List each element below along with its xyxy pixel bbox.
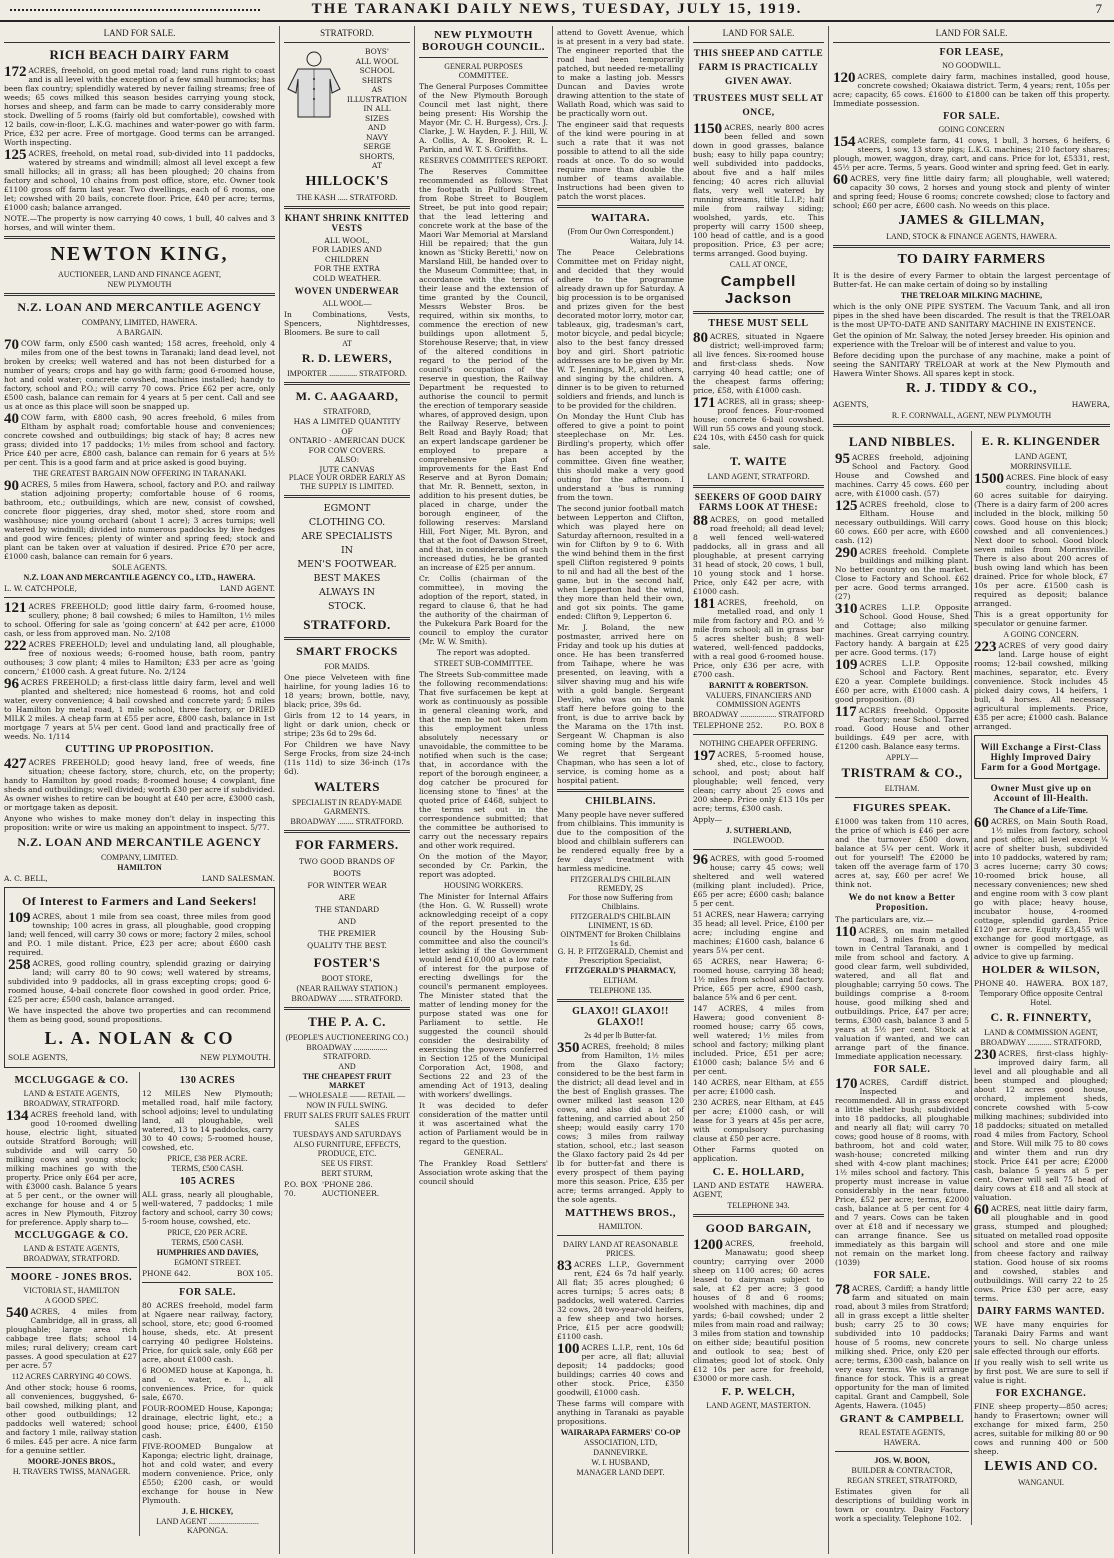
grant-place: HAWERA.: [883, 1438, 921, 1447]
council-sub: GENERAL PURPOSES COMMITTEE.: [444, 62, 523, 80]
listing: 1200 ACRES, freehold, Manawatu; good sheep country; carrying over 2000 sheep on 1100 acres; 60 acres leased to dairyman subject to sale, at £2 per acre; 3 good houses of 8 and 6 rooms; woolshed with machines, dip and yards; 6-bail cowshed; under 2 miles from main road and railway; 3 miles from station and township on either side; beautiful position and outlook to sea; best of climates; good lot of stock. Only £12 10s per acre for freehold, £3000 or more cash.: [693, 1237, 824, 1383]
mccluggage-place: BROADWAY, STRATFORD.: [23, 1099, 120, 1108]
nz-loan-title-2: N.Z. LOAN AND MERCANTILE AGENCY CO., LTD., HAWERA.: [23, 573, 256, 582]
acres-130-title: 130 ACRES: [179, 1075, 236, 1086]
signature: A. C. BELL, LAND SALESMAN.: [4, 874, 275, 883]
column-6: [829, 26, 1114, 1554]
masthead: [0, 0, 1114, 22]
listing: 90 ACRES, 5 miles from Hawera, school, factory and P.O. and railway station adjoining property; comfortable house of 6 rooms, bathroom, etc.; outbuildings, which are new, consist of cowshed, concrete floor piggeries, dray shed, motor shed, store room and washhouse; nice young orchard (about 1 acre); 3 acres turnips; well watered by windmill; divided into numerous paddocks by live hedges and good wire fences; plenty of winter and spring feed; stock and plant can be taken over at valuation if desired. Price £70 per acre, £1000 cash, balance can remain for 6 years.: [4, 478, 275, 561]
newton-king-sub: AUCTIONEER, LAND AND FINANCE AGENT,: [58, 270, 221, 279]
chilblains-title: CHILBLAINS.: [585, 796, 656, 807]
for-exchange: FOR EXCHANGE.: [995, 1388, 1087, 1399]
article-paragraph: The second junior football match between Lepperton and Clifton, which was played here on Saturday afternoon, resulted in a win for Clifton by 9 to 6. With the wind behind them in the first spell Clifton registered 9 points to nil and had all the best of the game, but in the second half, when Lepperton had the wind, they more than held their own, and got six points. The game ended: Clifton 9, Lepperton 6.: [557, 504, 684, 621]
hillock-name: HILLOCK'S: [305, 173, 389, 189]
for-lease: FOR LEASE,: [939, 47, 1004, 58]
these-must-sell: THESE MUST SELL: [708, 318, 809, 329]
campbell-jackson: Campbell Jackson: [720, 273, 797, 307]
moore-jones-manager: H. TRAVERS TWISS, MANAGER.: [12, 1467, 131, 1476]
frocks-text: Girls from 12 to 14 years, in light or dark union, check or stripe; 23s 6d to 29s 6d.: [284, 711, 410, 738]
egmont-place: STRATFORD.: [303, 617, 391, 632]
waitara-date: Waitara, July 14.: [629, 237, 684, 246]
glaxo-sub: 2s 4d per lb Butter-fat.: [584, 1031, 657, 1040]
land-nibbles: LAND NIBBLES.: [848, 434, 956, 449]
treloar-text: which is the only ONE PIPE SYSTEM. The Vacuum Tank, and all iron pipes in the shed have been discarded. The result is that the TRELOAR is the most UP-TO-DATE AND SANITARY MACHINE IN EXISTENCE.: [833, 302, 1110, 329]
pac-wholesale: — WHOLESALE —— RETAIL —: [288, 1091, 406, 1100]
egmont-lines: EGMONT CLOTHING CO. ARE SPECIALISTS IN MEN'S FOOTWEAR. BEST MAKES ALWAYS IN STOCK.: [297, 503, 397, 612]
nz-loan-bargain: A BARGAIN.: [116, 328, 163, 337]
fitz-tel: TELEPHONE 135.: [589, 986, 652, 995]
frocks-text: For Children we have Navy Serge Frocks, from size 24-inch (11s 11d) to size 36-inch (17s 6d).: [284, 740, 410, 776]
col2-header: STRATFORD.: [320, 28, 374, 38]
wu-text: In Combinations, Vests, Spencers, Nightdresses, Bloomers. Be sure to call: [284, 310, 410, 337]
mccluggage-sub: LAND & ESTATE AGENTS,: [23, 1089, 120, 1098]
fitz-line: FITZGERALD'S CHILBLAIN LINIMENT, 1S 6D.: [570, 912, 671, 930]
listing: 223 ACRES of very good dairy land. Large house of eight rooms; 12-bail cowshed, milking machines, separator, etc. Every convenience. Stock includes 45 picked dairy cows, 14 heifers, 1 bull, 4 horses. All necessary agricultural implements. Price, £35 per acre; £1000 cash. Balance arranged.: [974, 639, 1108, 731]
pac-also: ALSO FURNITURE, EFFECTS, PRODUCE, ETC.: [293, 1140, 401, 1158]
chilblains-text: Many people have never suffered from chilblains. This immunity is due to the composition of the blood and chilblain sufferers can be rendered equally free by a few days' treatment with harmless medicine.: [557, 810, 684, 873]
listing-note: These farms will compare with anything in Taranaki as payable propositions.: [557, 1399, 684, 1426]
walters-name: WALTERS: [314, 779, 380, 794]
seekers-title: SEEKERS OF GOOD DAIRY FARMS LOOK AT THESE:: [694, 492, 823, 512]
exchange-box: [974, 735, 1108, 779]
humphries-street: EGMONT STREET.: [174, 1258, 241, 1267]
listing: 80 ACRES, situated in Ngaere district; well-improved farm; all live fences. Six-roomed house and first-class sheds. Now carrying 40 head cattle; one of the cheapest farms offering; price, £58, with £1000 cash.: [693, 330, 824, 395]
apply: APPLY—: [885, 753, 919, 762]
nothing-cheaper: NOTHING CHEAPER OFFERING.: [699, 739, 818, 748]
trustees-title: TRUSTEES MUST SELL AT ONCE,: [693, 94, 824, 118]
price: PRICE, £38 PER ACRE.: [167, 1154, 248, 1163]
listing: 83 ACRES L.I.P., Government rent, £24 6s 7d half yearly. All flat; 35 acres ploughed; 6 acres turnips; 5 acres oats; 8 paddocks, well watered. Carries 32 cows, 28 two-year-old heifers, a few sheep and two horses. Price, £15 per acre goodwill; £1100 cash.: [557, 1258, 684, 1341]
article-paragraph: Mr. J. Boland, the new postmaster, arrived here on Friday and took up his duties at once. He has been transferred from Taihape, where he was presented, on leaving, with a silver shaving mug and his wife with a gold bangle. Sergeant Devlin, who was on the bank staff here before going to the front, is due to arrive back by the Marama on the 17th inst. Sergeant W. Chapman is also coming home by the Marama. We regret that Sergeant Chapman, who has seen a lot of service, is coming home as a hospital patient.: [557, 623, 684, 785]
col6-header: LAND FOR SALE.: [935, 28, 1008, 38]
pac-market: THE CHEAPEST FRUIT MARKET: [302, 1072, 392, 1090]
lewers-name: R. D. LEWERS,: [301, 351, 393, 365]
newton-king-name: NEWTON KING,: [50, 243, 229, 265]
listing: 80 ACRES freehold, model farm at Ngaere near railway, factory, school, store, etc; good 6-roomed house, sheds, etc. At present carrying 40 pedigree Holsteins. Price, for quick sale, only £68 per acre, about £1000 cash.: [142, 1301, 273, 1364]
listing-note: This is a great opportunity for speculator or genuine farmer.: [974, 610, 1108, 628]
article-paragraph: The Frankley Road Settlers' Association wrote asking that the council should: [419, 1159, 548, 1186]
boon-role: BUILDER & CONTRACTOR,: [851, 1466, 953, 1475]
aagaard-note: PLACE YOUR ORDER EARLY AS THE SUPPLY IS LIMITED.: [288, 474, 406, 491]
pac-sub: (PEOPLE'S AUCTIONEERING CO.): [285, 1033, 409, 1042]
listing: 120 ACRES, complete dairy farm, machines installed, good house, concrete cowshed; Okaiawa district. Term, 4 years; rent, 105s per acre; capacity, 65 cows. £1600 to £1800 can be taken off this property. Immediate possession.: [833, 70, 1110, 108]
price: PRICE, £20 PER ACRE.: [167, 1228, 248, 1237]
klingender-name: E. R. KLINGENDER: [981, 434, 1101, 448]
acres-105-title: 105 ACRES: [179, 1176, 236, 1187]
listing: 40 COW farm, with £800 cash, 90 acres freehold, 6 miles from Eltham by asphalt road; comfortable house and conveniences; concrete cowshed and outbuildings; big stack of hay; 8 acres new grass; divided into 17 paddocks; 1½ miles from school and factory. Price £40 per acre, £800 cash, balance can remain for 6 years at 5½ per cent. This is a good farm and at price asked is good buying.: [4, 411, 275, 467]
listing: 540 ACRES, 4 miles from Cambridge, all in grass, all ploughable; large area rich cabbage tree flats; school 14 miles; rural delivery; cream cart passes. A good speculation at £27 per acre. 57: [6, 1305, 137, 1370]
column-1: [0, 26, 280, 1554]
hillock-sub: THE KASH ..... STRATFORD.: [296, 192, 398, 202]
wairarapa-sig: W. I. HUSBAND,: [591, 1458, 650, 1467]
waite-role: LAND AGENT, STRATFORD.: [707, 472, 810, 481]
moore-jones-sig: MOORE-JONES BROS.,: [27, 1457, 116, 1466]
listing-note: Anyone who wishes to make money don't delay in inspecting this proposition: write or wire us making an appointment to inspect. 5/77.: [4, 814, 275, 832]
listing: FIVE-ROOMED Bungalow at Kaponga; electric light, drainage, hot and cold water, and every modern convenience. Price, only £550; £200 cash, or would exchange for house in New Plymouth.: [142, 1442, 273, 1505]
james-gillman: JAMES & GILLMAN,: [898, 213, 1045, 228]
column-2: [280, 26, 415, 1554]
no-goodwill: NO GOODWILL.: [942, 61, 1001, 70]
for-sale: FOR SALE.: [943, 111, 1000, 122]
smart-frocks-title: SMART FROCKS: [296, 644, 398, 658]
tristram-name: TRISTRAM & CO.,: [841, 765, 963, 780]
nz-loan-sub: COMPANY, LIMITED, HAWERA.: [81, 318, 198, 327]
boys-shirts-text: BOYS' ALL WOOL SCHOOL SHIRTS AS ILLUSTRATION IN ALL SIZES AND NAVY SERGE SHORTS, AT: [346, 47, 408, 170]
listing: 170 ACRES, Cardiff district. Inspected and recommended. All in grass except a little shelter bush; subdivided into 18 paddocks, all ploughable and nearly all flat; will carry 70 cows; good house of 8 rooms, with bathroom, hot and cold water, wash-house; concreted milking shed with 4-cow plant machines; 1½ miles school and factory. This property must increase in value considerably in the near future. Price, £52 per acre; terms, £2000 cash, balance at 5 per cent for 4 and 7 years. Cows can be taken over at £18 and if necessary we can arrange finance. See us immediately as this bargain will not remain on the market long. (1039): [835, 1076, 969, 1267]
matthews-name: MATTHEWS BROS.,: [565, 1207, 676, 1219]
fitz-place: ELTHAM.: [603, 976, 638, 985]
article-paragraph: The Minister for Internal Affairs (the Hon. G. W. Russell) wrote acknowledging receipt of a copy of the report presented to the council by the Housing Sub-committee and also the council's letter asking if the Government would lend £10,000 at a low rate of interest for the purpose of erecting dwellings for the council's permanent employees. The Minister stated that the matter of lending money for the purpose stated was one for Parliament to settle. He suggested the council should consider the desirability of exercising the powers conferred in Section 125 of the Municipal Corporation Act, 1908, and Sections 22 and 23 of the amending Act of 1913, dealing with workers' dwellings.: [419, 892, 548, 1099]
nolan-name: L. A. NOLAN & CO: [44, 1028, 235, 1048]
figures-text: £1000 was taken from 110 acres, the price of which is £46 per acre and the turnover £500 down, balance at 5¼ per cent. Work it out for yourself! The £2000 be taken off the average farm of 170 acres at, say, £60 per acre! We think not.: [835, 817, 969, 889]
nz-loan-great: THE GREATEST BARGAIN NOW OFFERING IN TARANAKI.: [32, 469, 247, 478]
listing: 125 ACRES, freehold, on metal road, sub-divided into 11 paddocks, watered by streams and windmill; almost all level except a few small hillocks; all in grass; all has been ploughed; 20 chains from factory and school, 10 chains from post office, store, etc. Owner took £1100 gross off farm last year. Two dwellings, each of 6 rooms, one let; cowshed with 20 bails, concrete floor. Price, £40 per acre; terms, £1000 cash; balance arranged.: [4, 147, 275, 212]
listing: 88 ACRES, on good metalled road freehold; all dead level; 8 well fenced well-watered paddocks, all in grass and all ploughable, at present carrying 31 head of stock, 20 cows, 1 bull, 10 young stock and 1 horse. Price, only £42 per acre, with £1000 cash.: [693, 513, 824, 596]
listing: 95 ACRES freehold, adjoining School and Factory. Good House and Cowshed and machines. Carry 45 cows. £60 per acre, with £1000 cash. (57): [835, 451, 969, 498]
listing: 6 ROOMED house at Kaponga, h. and c. water, e. l., all conveniences. Price, for quick sale, £670.: [142, 1366, 273, 1402]
klingender-place: MORRINSVILLE.: [1010, 462, 1072, 471]
col5-header: LAND FOR SALE.: [722, 28, 795, 38]
listing: 350 ACRES, freehold; 8 miles from Hamilton, 1½ miles from the Glaxo factory; considered to be the best farm in the district; all dead level and in the best of English grasses. The owner milked last season 120 cows, and also did a lot of fattening, and carried about 250 sheep; would easily carry 170 cows; 3 miles from railway station, school, etc.; last season the Glaxo factory paid 2s 4d per lb for butter-fat and there is every prospect of them paying more this season. Price, £35 per acre; terms arranged. Apply to the sole agents.: [557, 1040, 684, 1204]
signature: AGENTS, HAWERA,: [833, 400, 1110, 409]
for-sale: FOR SALE.: [873, 1064, 931, 1075]
humphries-davies: HUMPHRIES AND DAVIES,: [156, 1248, 259, 1257]
article-paragraph: Cr. Collis (chairman of the committee), in moving the adoption of the report, stated, in regard to clause 6, that he had the authority of the chairman of the Pukekura Park Board for the council to employ the curator (Mr. W. W. Smith).: [419, 574, 548, 646]
page-number: 7: [1095, 1, 1104, 16]
listing: 140 ACRES, near Eltham, at £55 per acre; £1000 cash.: [693, 1078, 824, 1096]
tiddy-sub: R. F. CORNWALL, AGENT, NEW PLYMOUTH: [891, 411, 1052, 420]
chance-lifetime: The Chance of a Life-Time.: [994, 806, 1088, 815]
barnitt-place: BROADWAY .................. STRATFORD: [693, 710, 824, 719]
boon-name: JOS. W. BOON,: [874, 1456, 930, 1465]
col1-header: LAND FOR SALE.: [103, 28, 176, 38]
tiddy-name: R. J. TIDDY & CO.,: [905, 381, 1038, 396]
listing: 1150 ACRES, nearly 800 acres been felled and sown down in good grasses, balance bush; easy to hilly papa country; well subdivided into paddocks, about five and a half miles fencing; 40 acres rich alluvial flats, very well watered by running streams, title L.I.P.; half mile from railway siding; woolshed, yards, etc. This property will carry 1500 sheep, 100 head of cattle, and is a good proposition. Price, £3 per acre; terms arranged. Good buying.: [693, 121, 824, 258]
col1-subcolumns: [4, 1072, 275, 1536]
holder-office: Temporary Office opposite Central Hotel.: [979, 990, 1103, 1007]
listing: 290 ACRES freehold. Complete buildings and milking plant. No better country on the market. Close to Factory and School. £62 per acre. Good terms arranged. (27): [835, 545, 969, 601]
treloar-text: It is the desire of every Farmer to obtain the largest percentage of Butter-fat. He can make certain of doing so by installing: [833, 271, 1110, 289]
matthews-place: HAMILTON.: [598, 1222, 643, 1231]
article-paragraph: The Streets Sub-committee made the following recommendations: That five surfacemen be kept at work as continuously as possible in general cleaning work, and that the men be not taken from this employment unless absolutely necessary or unavoidable, the committee to be notified when such is the case; that, in accordance with the report of the borough engineer, a dog catcher be procured for licensing stone to 'fines' at the quoted price of £468, subject to the terms set out in the correspondence submitted; that the committee be authorised to carry out the necessary repairs and other work required.: [419, 670, 548, 850]
signature: PHONE 642. BOX 105.: [142, 1269, 273, 1278]
grant-role: REAL ESTATE AGENTS,: [859, 1428, 945, 1437]
listing: 125 ACRES freehold, close to Eltham. House and necessary outbuildings. Will carry 60 cows. £60 per acre, with £600 cash. (12): [835, 498, 969, 545]
article-paragraph: The General Purposes Committee of the New Plymouth Borough Council met last night, there being present: His Worship the Mayor (Mr. C. H. Burgess), Crs. J. Clarke, J. W. Hayden, F. J. Hill, W. A. Collis, A. K. Brooker, R. L. Parkin, and W. T. S. Griffiths.: [419, 82, 548, 154]
treloar-text: Get the opinion of Mr. Salway, the noted Jersey breeder. His opinion and experience with the Treloar will be of interest and value to you.: [833, 331, 1110, 349]
waitara-title: WAITARA.: [590, 212, 651, 224]
aagaard-place: STRATFORD,: [323, 407, 371, 416]
fitz-line: OINTMENT for Broken Chilblains 1s 6d.: [560, 931, 681, 948]
lewis-place: WANGANUI.: [1018, 1478, 1064, 1487]
listing: 109 ACRES, about 1 mile from sea coast, three miles from good township; 100 acres in grass, all ploughable, good cropping land; well fenced, will carry 30 cows or more; factory 2 miles, school and P.O. 1 mile distant. Price, £23 per acre; about £600 cash required.: [8, 910, 271, 957]
moore-jones-title: MOORE - JONES BROS.: [10, 1272, 133, 1283]
pac-sig: BERT STURM,: [321, 1169, 373, 1178]
dairy-farms-wanted: DAIRY FARMS WANTED.: [977, 1306, 1105, 1317]
figures-speak: FIGURES SPEAK.: [852, 802, 952, 814]
ksk-lines: ALL WOOL, FOR LADIES AND CHILDREN FOR THE EXTRA COLD WEATHER.: [312, 235, 382, 283]
hickey-name: J. E. HICKEY,: [181, 1507, 234, 1516]
signature: L. W. CATCHPOLE, LAND AGENT.: [4, 584, 275, 593]
for-farmers-title: FOR FARMERS.: [295, 837, 399, 852]
listing: 65 ACRES, near Hawera; 6-roomed house, carrying 38 head; 1½ miles from school and factory. Price, £65 per acre, £900 cash, balance 5¾ and 6 per cent.: [693, 957, 824, 1002]
dairy-land-title: DAIRY LAND AT REASONABLE PRICES.: [563, 1240, 678, 1258]
listing: 96 ACRES, with good 5-roomed house; carry 45 cows; well sheltered and well watered (milking plant included). Price, £65 per acre; £600 cash; balance 5 per cent.: [693, 852, 824, 908]
fosters-sub: BOOT STORE,: [321, 974, 373, 983]
pac-and: AND: [338, 1062, 356, 1071]
column-5: [689, 26, 829, 1554]
barnitt-sub: VALUERS, FINANCIERS AND COMMISSION AGENTS: [705, 691, 812, 709]
listing: 230 ACRES, first-class highly-improved dairy farm, all level and all ploughable and all been stumped and ploughed; about 12 acres good house, orchard, implement sheds, concrete cowshed with 5-cow milking machines; subdivided into 18 paddocks; situated on metalled road 4 miles from Factory, School and Store. Will milk 75 to 80 cows and winter them and run dry stock. Price £41 per acre; £2000 cash, balance 5 years at 5 per cent. Owner will sell 75 head of dairy cows at £18 and all stock at valuation.: [974, 1047, 1108, 1202]
moore-jones-112: 112 ACRES CARRYING 40 COWS.: [11, 1372, 132, 1381]
rich-beach-title: RICH BEACH DAIRY FARM: [49, 47, 230, 62]
barnitt-name: BARNITT & ROBERTSON.: [709, 681, 808, 690]
council-title: NEW PLYMOUTH BOROUGH COUNCIL.: [422, 29, 545, 53]
wairarapa-sub: ASSOCIATION, LTD,: [583, 1438, 658, 1447]
mccluggage-sub-2: LAND & ESTATE AGENTS,: [23, 1244, 120, 1253]
welch-name: F. P. WELCH,: [721, 1386, 796, 1398]
wu-title: WOVEN UNDERWEAR: [294, 286, 400, 296]
walters-place: BROADWAY ........ STRATFORD.: [290, 817, 404, 826]
listing: 110 ACRES, on main metalled road, 3 miles from a good town in Central Taranaki, and 1 mile from school and factory. A good clear farm, well subdivided, watered, and all flat and ploughable; carrying 50 cows. The buildings comprise a 8-room house, good milking shed and outbuildings. Price, £47 per acre; terms, £300 cash, balance 3 and 5 years at 5½ per cent. Stock at valuation if wanted, and we can arrange part of the finance. Immediate application necessary.: [835, 924, 969, 1061]
holder-wilson: HOLDER & WILSON,: [981, 964, 1101, 976]
pac-see: SEE US FIRST.: [321, 1159, 373, 1168]
council-subhead: HOUSING WORKERS.: [444, 881, 523, 890]
klingender-role: LAND AGENT,: [1014, 452, 1068, 461]
treloar-machine: THE TRELOAR MILKING MACHINE,: [900, 291, 1043, 300]
pac-days: TUESDAYS AND SATURDAYS: [292, 1130, 402, 1139]
fosters-place: (NEAR RAILWAY STATION.): [296, 984, 398, 993]
listing: 12 MILES New Plymouth; metalled road, half mile factory, school adjoins; level to undulating land, all ploughable, well watered, 13 to 14 paddocks, carry 30 to 40 cows; 5-roomed house, cowshed, etc.: [142, 1089, 273, 1152]
finnerty-place: BROADWAY ............ STRATFORD,: [980, 1038, 1102, 1047]
interest-title: Of Interest to Farmers and Land Seekers!: [21, 894, 258, 908]
walters-sub: SPECIALIST IN READY-MADE GARMENTS.: [292, 798, 402, 816]
council-subhead: RESERVES COMMITTEE'S REPORT.: [419, 156, 548, 165]
signature: P.O. BOX 70. 'PHONE 286. AUCTIONEER.: [284, 1180, 380, 1198]
moore-jones-spec: A GOOD SPEC.: [44, 1296, 99, 1305]
nz-loan-title: N.Z. LOAN AND MERCANTILE AGENCY: [17, 300, 262, 314]
james-gillman-sub: LAND, STOCK & FINANCE AGENTS, HAWERA.: [886, 232, 1057, 241]
pac-title: THE P. A. C.: [308, 1014, 386, 1029]
newton-king-place: NEW PLYMOUTH: [107, 280, 172, 289]
article-paragraph: On Monday the Hunt Club has offered to give a point to point steeplechase on Mr. Les. Birdling's property, which offer has been accepted by the committee. Given fine weather, this should make a very good outing for the afternoon. I understand a 'bus is running from the town.: [557, 412, 684, 502]
article-paragraph: The Peace Celebrations Committee met on Friday night, and decided that they would adhere to the programme already drawn up for Saturday. A big procession is to be organised and prizes given for the best decorated motor lorry, motor car, tableaux, gig, tradesman's cart, motor bicycle, and pedal bicycle; also to the best fancy dressed boy and girl. Short patriotic addresses are to be given by Mr. W. T. Jennings, M.P., and others, and singing by the children. A dinner is to be given to returned soldiers and friends, and lunch is to be provided for the children.: [557, 248, 684, 410]
listing: 60 ACRES, neat little dairy farm, all ploughable and in good grass, stumped and ploughed; situated on metalled road opposite school and store and one mile from cheese factory and railway station. Good house of six rooms and cowshed, stables and outbuildings. Will carry 22 to 25 cows. Price £30 per acre, easy terms.: [974, 1202, 1108, 1303]
listing-note: Other Farms quoted on application.: [693, 1145, 824, 1163]
listing: 181 ACRES, freehold, on metalled road, and only 1 mile from factory and P.O. and ½ mile from school; all in grass bar 5 acres shelter bush; 8 well-watered, well-fenced paddocks, with a real good 6-roomed house. Price, only £36 per acre, with £700 cash.: [693, 596, 824, 679]
wairarapa-name: WAIRARAPA FARMERS' CO-OP: [560, 1428, 681, 1437]
article-paragraph: The report was adopted.: [436, 648, 531, 657]
mccluggage-title: MCCLUGGAGE & CO.: [14, 1075, 129, 1086]
column-4: [553, 26, 689, 1554]
cutting-title: CUTTING UP PROPOSITION.: [65, 744, 214, 755]
listing: 70 COW farm, only £500 cash wanted; 158 acres, freehold, only 4 miles from one of the best towns in Taranaki; land dead level, not broken by creeks; well watered and has not been disturbed for a number of years; crops and hay go with farm; good 6-roomed house, hot and cold water; concrete cowshed, machines installed; handy to factory, school and P.O.; will carry 70 cows. Price £62 per acre, only £500 cash, balance can remain for 4 years at 5 per cent. Call and see us at once as this place will soon be snapped up.: [4, 337, 275, 411]
signature: TELEPHONE 252. P.O. BOX 8: [693, 721, 824, 730]
column-3: [415, 26, 553, 1554]
article-paragraph: It was decided to defer consideration of the matter until it was ascertained what the action of Parliament would be in regard to the question.: [419, 1101, 548, 1146]
listing: 60 ACRES, very fine little dairy farm; all ploughable, well watered; capacity 30 cows, 2 horses and young stock and plenty of winter and spring feed; House 6 rooms; concrete cowshed; close to factory and school; £60 per acre, £600 cash. No weeds on this place.: [833, 172, 1110, 210]
boon-place: REGAN STREET, STRATFORD,: [846, 1476, 958, 1485]
listing: 134 ACRES freehold land, with good 10-roomed dwelling house, electric light, situated outside Stratford Borough; will subdivide and will carry 50 milking cows and young stock; milking machines go with the property. Price only £64 per acre, with £3000 cash. Balance 5 years at 5 per cent., or the owner will exchange for house and 4 or 5 acres in New Plymouth, Fitzroy for preference. Apply sharp to—: [6, 1108, 137, 1227]
hollard-name: C. E. HOLLARD,: [712, 1166, 805, 1178]
apply: Apply—: [693, 815, 723, 824]
masthead-title: THE TARANAKI DAILY NEWS, TUESDAY, JULY 15, 1919.: [311, 1, 803, 17]
council-subhead: GENERAL.: [463, 1148, 504, 1157]
call-at-once: CALL AT ONCE,: [729, 260, 788, 269]
boon-text: Estimates given for all descriptions of building work in town or country. Dairy Factory work a speciality. Telephone 102.: [835, 1487, 969, 1523]
glaxo-title: GLAXO!! GLAXO!! GLAXO!!: [572, 1006, 669, 1028]
listing: And other stock; house 6 rooms, all conveniences, buggyshed, 6-bail cowshed, milking plant, and other good outbuildings; 12 paddocks well watered; school and factory 1 mile, railway station 6 miles. £45 per acre. A nice farm for a genuine settler.: [6, 1383, 137, 1455]
better-proposition: We do not know a Better Proposition.: [848, 892, 956, 912]
listing: 1500 ACRES. Fine block of easy country, including about 60 acres suitable for dairying. (There is a dairy farm of 200 acres included in the block, milking 50 cows. Good house on this block; cowshed and all conveniences.) Next door to school. Good block seven miles from Morrinsville. There is also about 200 acres of bush owing land which has been drained. Price for whole block, £7 10s per acre. £1500 cash is required as deposit; balance arranged.: [974, 471, 1108, 608]
wanted-text: WE have many enquiries for Taranaki Dairy Farms and want yours to sell. No charge unless sale effected through our efforts.: [974, 1320, 1108, 1356]
wairarapa-place: DANNEVIRKE.: [593, 1448, 648, 1457]
listing: 222 ACRES FREEHOLD; level and undulating land, all ploughable, free of noxious weeds; 6-roomed house, bath room, pantry outhouses; 3 cow plant; 4 miles to Hamilton; £33 per acre as 'going concern,' £1000 cash. A great future. No. 2/124: [4, 638, 275, 676]
article-paragraph: The engineer said that requests of the kind were pouring in at such a rate that it was not possible to attend to all the side roads at once. To do so would require more than double the number of teams available. Instructions had been given to patch the worst places.: [557, 120, 684, 201]
nz-loan-place-3: HAMILTON: [117, 863, 162, 872]
particulars: The particulars are, viz.—: [835, 915, 934, 924]
pac-place: BROADWAY ................. STRATFORD.: [306, 1043, 388, 1061]
hollard-tel: TELEPHONE 343.: [727, 1201, 790, 1210]
sheep-farm-title: THIS SHEEP AND CATTLE FARM IS PRACTICALLY GIVEN AWAY.: [693, 49, 824, 87]
listing: ALL grass, nearly all ploughable, well-watered, 7 paddocks; 1 mile factory and school, carry 30 cows; 5-room house, cowshed, etc.: [142, 1190, 273, 1226]
nz-loan-sub-3: COMPANY, LIMITED.: [100, 853, 179, 862]
listing: 78 ACRES, Cardiff; a handy little farm and situated on main road, about 3 miles from Stratford; all in grass except a little shelter bush; carry 25 to 30 cows; subdivided into 10 paddocks; house of 5 rooms, new concrete milking shed. Price, only £20 per acre; terms, £300 cash, balance on very easy terms. We will arrange finance for stock. This is a great opportunity for the man of limited capital. Grant and Campbell, Sole Agents, Hawera. (1045): [835, 1282, 969, 1410]
col6-subcolumns: [833, 431, 1110, 1525]
listing: 230 ACRES, near Eltham, at £45 per acre; £1000 cash, or will lease for 3 years at 45s per acre, with compulsory purchasing clause at £50 per acre.: [693, 1098, 824, 1143]
finnerty-name: C. R. FINNERTY,: [990, 1010, 1092, 1024]
fosters-tail: BROADWAY ....... STRATFORD.: [291, 994, 403, 1003]
listing: 121 ACRES FREEHOLD; good little dairy farm, 6-roomed house, scullery, phone; 8 bail cowshed; 6 miles to Hamilton, 1½ miles to school. Offering for sale as 'going concern' at £42 per acre, £1000 cash, or less from approved man. No. 2/108: [4, 600, 275, 638]
signature: LAND AND ESTATE AGENT, HAWERA.: [693, 1181, 824, 1199]
council-subhead: STREET SUB-COMMITTEE.: [434, 659, 533, 668]
dairy-farmers-title: TO DAIRY FARMERS: [897, 252, 1046, 267]
listing: 147 ACRES, 4 miles from Hawera; good convenient 8-roomed house; carry 65 cows, well watered; 1½ miles from school and factory; milking plant included. Price, £51 per acre; £1000 cash; balance 5½ and 6 per cent.: [693, 1004, 824, 1076]
listing: 100 ACRES L.I.P., rent, 10s 6d per acre, all flat; alluvial deposit; 14 paddocks; good buildings; carries 40 cows and other stock. Price, £350 goodwill, £1000 cash.: [557, 1341, 684, 1397]
wairarapa-role: MANAGER LAND DEPT.: [576, 1468, 665, 1477]
fitz-line: For those now Suffering from Chilblains.: [568, 894, 673, 911]
fitz-line: G. H. P. FITZGERALD, Chemist and Prescription Specialist,: [557, 948, 684, 965]
mccluggage-title-2: MCCLUGGAGE & CO.: [14, 1230, 129, 1241]
listing: 310 ACRES L.I.P. Opposite School. Good House, Shed and Cottage; also milking machines. Great carrying country. Factory handy. A bargain at £25 per acre. Good terms. (17): [835, 601, 969, 657]
listing: 172 ACRES, freehold, on good metal road; land runs right to coast and is all level with the exception of a few small hummocks; has been flax country; splendidly watered by never failing streams; free of weeds; 65 cows milked this season besides carrying young stock, horses and sheep, and farm can be made to carry considerably more stock. Dwelling of 5 rooms (fairly old but comfortable), cowshed with 12 bails, cow-in-floor, L.K.G. machines and water-power go with farm. Price, £32 per acre. Free of mortgage. Good terms can be arranged. Worth inspecting.: [4, 64, 275, 147]
wu-sub: ALL WOOL—: [322, 299, 372, 308]
frocks-text: One piece Velveteen with fine hairline, for young ladies 16 to 18 years; brown, bottle, navy, black; price, 39s 6d.: [284, 673, 410, 709]
boys-shirts-ad: [284, 47, 410, 171]
wu-at: AT: [342, 339, 352, 348]
wanted-text: If you really wish to sell write us by first post. We are sure to sell if value is right.: [974, 1358, 1108, 1385]
fitz-pharmacy: FITZGERALD'S PHARMACY,: [565, 966, 676, 975]
smart-frocks-sub: FOR MAIDS.: [324, 662, 370, 671]
listing: 51 ACRES, near Hawera; carrying 35 head; all level. Price, £100 per acre; including engine and machines; £1600 cash, balance 6 years 5¼ per cent.: [693, 910, 824, 955]
article-paragraph: attend to Govett Avenue, which is at present in a very bad state. The engineer reported that the road had been temporarily patched, but needed re-metalling to make a lasting job. Messrs Duncan and Davies wrote drawing attention to the state of Wallath Road, which was said to be practically worn out.: [557, 28, 684, 118]
listing: 171 ACRES, all in grass; sheep-proof fences. Four-roomed house; concrete 6-bail cowshed. Will run 55 cows and young stock. £24 10s, with £450 cash for quick sale.: [693, 395, 824, 451]
for-farmers-lines: TWO GOOD BRANDS OF BOOTS FOR WINTER WEAR ARE THE STANDARD AND THE PREMIER QUALITY THE BEST.: [299, 857, 395, 950]
good-bargain: GOOD BARGAIN,: [705, 1221, 812, 1235]
listing: 427 ACRES FREEHOLD; good heavy land, free of weeds, fine situation; cheese factory, store, church, etc, on the property; handy to Hamilton by good roads; 8-roomed house; 4 cowplant, fine sheds and outbuildings; well divided; worth £30 per acre if subdivided. As owner wishes to retire can be bought at £40 per acre, £3000 cash, or mortgage taken as deposit.: [4, 756, 275, 812]
terms: TERMS, £500 CASH.: [171, 1164, 244, 1173]
finnerty-role: LAND & COMMISSION AGENT,: [984, 1028, 1098, 1037]
shirt-illustration: [284, 49, 344, 119]
tristram-place: ELTHAM.: [884, 784, 920, 793]
lewis-name: LEWIS AND CO.: [984, 1459, 1098, 1474]
lewers-sub: IMPORTER .............. STRATFORD.: [287, 369, 407, 378]
exchange-text: FINE sheep property—850 acres; handy to Frasertown; owner will exchange for mixed farm, 250 acres, suitable for milking 80 or 90 cows and running 400 or 500 sheep.: [974, 1402, 1108, 1456]
owner-must: Owner Must give up on Account of Ill-Health.: [990, 783, 1092, 803]
pac-now: NOW IN FULL SWING.: [306, 1101, 388, 1110]
sutherland-place: INGLEWOOD.: [733, 836, 784, 845]
aagaard-lines: HAS A LIMITED QUANTITY OF ONTARIO - AMERICAN DUCK FOR COW COVERS. ALSO: JUTE CANVAS: [289, 417, 405, 474]
treloar-text: Before deciding upon the purchase of any machine, make a point of seeing the SANITARY TRELOAR at work at the New Plymouth and Hawera Winter Shows. All spares kept in stock.: [833, 351, 1110, 378]
for-sale: FOR SALE.: [873, 1270, 931, 1281]
listing: FOUR-ROOMED House, Kaponga; drainage, electric light, etc.; a good house; price, £400, £150 cash.: [142, 1404, 273, 1440]
signature: SOLE AGENTS, NEW PLYMOUTH.: [8, 1053, 271, 1062]
ksk-title: KHANT SHRINK KNITTED VESTS: [284, 212, 410, 233]
waitara-sub: (From Our Own Correspondent.): [567, 227, 674, 236]
listing: 60 ACRES, on Main South Road, 1½ miles from factory, school and post office; all level except ¼ acre of shelter bush, subdivided into 10 paddocks, watered by ram; 3 acres lucerne; carry 30 cows; 10-roomed brick house, all necessary conveniences; new shed and engine room with 3 cow plant go with place; heavy house, incubator house, 4-roomed cottage, splendid garden. Price £120 per acre. Equity £3,455 will exchange for good mortgage, as owner is compelled by medical advice to give up farming.: [974, 815, 1108, 961]
listing: 117 ACRES freehold. Opposite Factory; near School. Tarred road. Good House and other buildings. £49 per acre, with £1200 cash. Balance easy terms.: [835, 704, 969, 751]
aagaard-name: M. C. AAGAARD,: [295, 389, 399, 403]
nz-loan-title-3: N.Z. LOAN AND MERCANTILE AGENCY: [17, 835, 262, 849]
signature: PHONE 40. HAWERA. BOX 187,: [974, 979, 1108, 988]
nz-loan-agents: SOLE AGENTS.: [111, 563, 168, 572]
listing: 197 ACRES, 5-roomed house, shed, etc., close to factory, school, and post; about half ploughable; well fenced, very clean; carry about 25 cows and 200 sheep. Price only £13 10s per acre; terms, £300 cash.: [693, 748, 824, 813]
interest-ad: [4, 887, 275, 1068]
will-exchange: Will Exchange a First-Class Highly Improved Dairy Farm for a Good Mortgage.: [980, 742, 1102, 772]
fitz-line: FITZGERALD'S CHILBLAIN REMEDY, 2S: [570, 875, 671, 893]
mccluggage-place-2: BROADWAY, STRATFORD.: [23, 1254, 120, 1263]
listing: 96 ACRES FREEHOLD; a first-class little dairy farm, level and well planted and sheltered; nice homestead 6 rooms, hot and cold water, every convenience; 4 bail cowshed and concrete yard; 5 miles to Hamilton by metal road, 1 mile school, three factory, or DRIED MILK 2 miles. A cheap farm at £55 per acre, £800 cash, balance in 1st mortgage 7 years at 5¼ per cent. Good land and practically free of weeds. No. 1/114: [4, 676, 275, 741]
listing: 258 ACRES, good rolling country, splendid grazing or dairying land; will carry 80 to 90 cows; well watered by streams, subdivided into 9 paddocks, all in grass excepting crops; good 6-roomed house, 4-bail concrete floor cowshed in good order. Price, £25 per acre; £500 cash, balance arranged.: [8, 957, 271, 1004]
moore-jones-place: VICTORIA ST., HAMILTON: [23, 1286, 120, 1295]
terms: TERMS, £500 CASH.: [171, 1238, 244, 1247]
listing: 154 ACRES, complete farm, 41 cows, 1 bull, 3 horses, 6 heifers, 6 steers, 1 sow, 13 store pigs; L.K.G. machines; 210 factory shares; plough, mower, waggon, dray, cart, and cans. Price for lot, £5331, rest, 45½ per acre. Terms, 5 years. Good winter and spring feed. Get in early.: [833, 134, 1110, 172]
waite-name: T. WAITE: [730, 454, 787, 468]
grant-campbell: GRANT & CAMPBELL: [839, 1413, 965, 1425]
welch-role: LAND AGENT, MASTERTON.: [706, 1401, 811, 1410]
for-sale-title: FOR SALE.: [179, 1287, 236, 1298]
listing-note: NOTE.—The property is now carrying 40 cows, 1 bull, 40 calves and 3 horses, and will winter them.: [4, 214, 275, 232]
article-paragraph: The Reserves Committee recommended as follows: That the footpath in Pulford Street, from Robe Street to Bouglem Street, be put into good repair; that the lead lettering and concrete work at the base of the Maori War Memorial at Marsland Hill be repaired; that the gun known as 'Sticky Beretti,' now on Marsland Hill, be handed over to the Museum Committee; that, in accordance with the terms of their lease and the extension of time granted by the Council, Messrs Webster Bros. be required, within six months, to commence the erection of new buildings upon allotment 5, Storehouse Reserve; that, in view of the altered conditions in regard to the period of the council's occupation of the reserve in question, the Railway Department be requested to authorise the council to permit the erection of temporary seaside whares, of approved design, upon the Railway Reserve, between Belt Road and Bayly Road; that an expert landscape gardener be employed to prepare a comprehensive plan of improvements for the East End Reserve and at Byron Domain; that Mr. R. Bennett, sexton, in addition to his present duties, be placed in charge, under the borough engineer, of the following reserves: Marsland Hill, Fort Niger, Mt. Byron, and that at the foot of Dawson Street, and that, in consideration of such increased duties, he be granted an increase of £25 per annum.: [419, 167, 548, 572]
going-concern: A GOING CONCERN.: [1003, 630, 1079, 639]
listing: 109 ACRES L.I.P. Opposite School and Factory. Rent £20 a year. Complete buildings. £60 per acre, with £1000 cash. A good proposition. (8): [835, 657, 969, 704]
hickey-role: LAND AGENT ......................... KAPONGA.: [156, 1517, 259, 1535]
sutherland-name: J. SUTHERLAND,: [725, 826, 792, 835]
listing-note: We have inspected the above two properties and can recommend them as being good, sound propositions.: [8, 1006, 271, 1024]
fosters-name: FOSTER'S: [313, 955, 381, 970]
article-paragraph: On the motion of the Mayor, seconded by Cr. Parkin, the report was adopted.: [419, 852, 548, 879]
pac-fruit: FRUIT SALES FRUIT SALES FRUIT SALES: [284, 1111, 410, 1129]
going-concern: GOING CONCERN: [938, 125, 1005, 134]
